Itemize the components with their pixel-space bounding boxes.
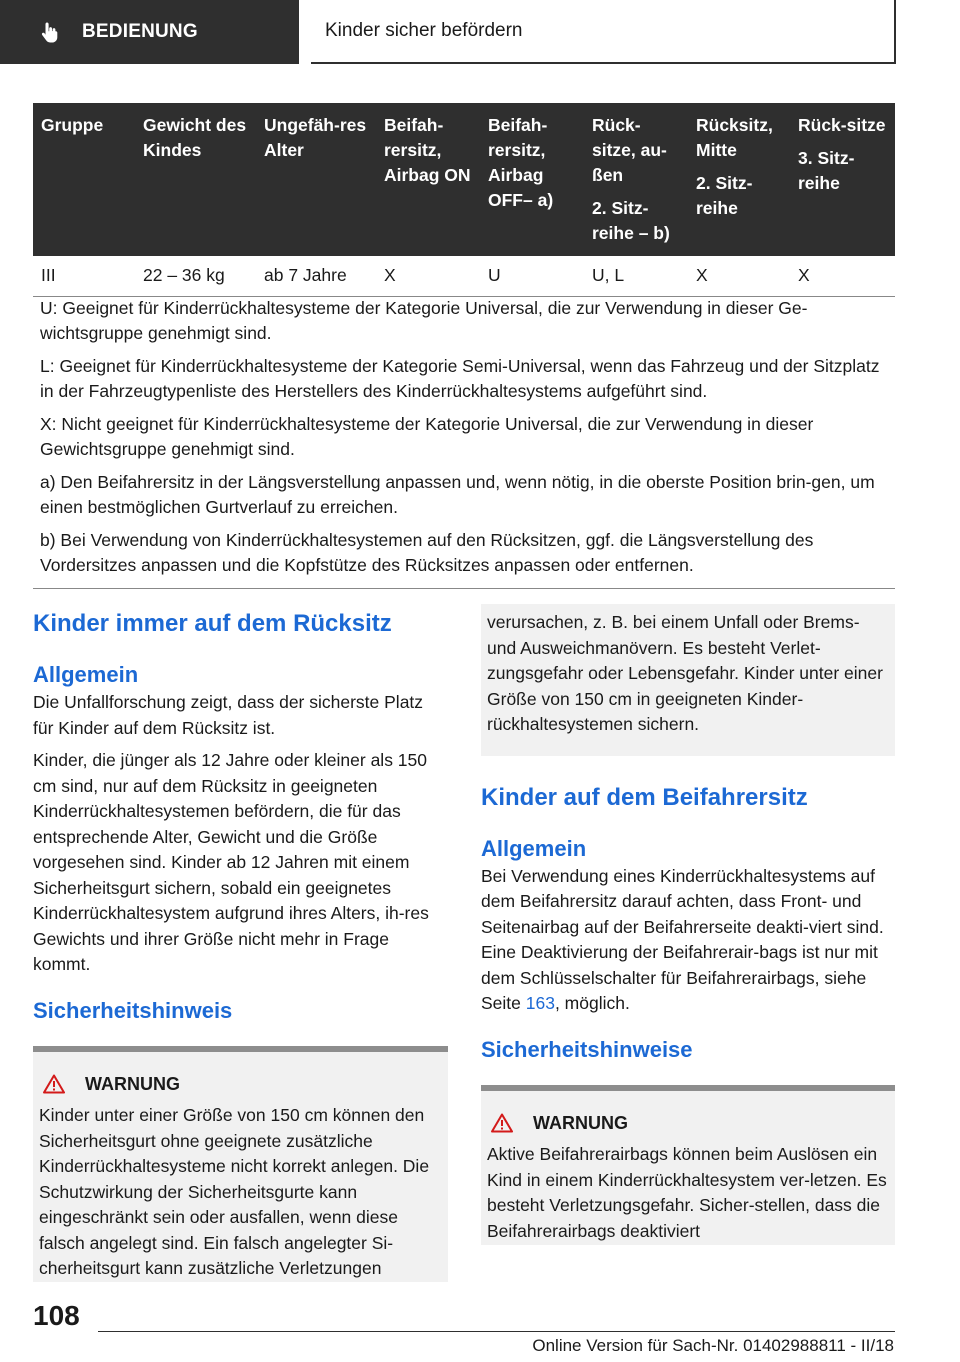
warning-title: WARNUNG [491,1111,889,1137]
warning-triangle-icon [43,1074,65,1094]
footer-divider [98,1331,895,1332]
table-cell: X [688,256,790,296]
table-header-cell: Rück-sitze 3. Sitz-reihe [790,103,895,256]
footer-version: Online Version für Sach-Nr. 01402988811 - II/18 [532,1336,894,1355]
section-heading: Kinder auf dem Beifahrersitz [481,783,808,811]
table-header-cell: Gruppe [33,103,135,256]
table-header-cell: Beifah-rersitz, Airbag OFF– a) [480,103,584,256]
table-cell: U, L [584,256,688,296]
paragraph: verursachen, z. B. bei einem Unfall oder Brems- und Ausweichmanövern. Es besteht Verlet-zungsgefahr oder Lebensgefahr. Kinder unter einer Größe von 150 cm in geeigneten Kinder-rückhaltesystemen sichern. [487,612,883,734]
subheading-general: Allgemein [481,835,587,861]
section-heading: Kinder immer auf dem Rücksitz [33,610,392,637]
table-header-row [33,103,895,256]
table-header-cell: Rück-sitze, au-ßen 2. Sitz-reihe – b) [584,103,688,256]
warning-title: WARNUNG [43,1072,442,1098]
note-u: U: Geeignet für Kinderrückhaltesysteme der Kategorie Universal, die zur Verwendung in dieser Ge-wichtsgruppe genehmigt sind. [40,298,808,343]
paragraph: Die Unfallforschung zeigt, dass der sicherste Platz für Kinder auf dem Rücksitz ist. [33,692,424,738]
table-cell: U [480,256,584,296]
note-a: a) Den Beifahrersitz in der Längsverstellung anpassen und, wenn nötig, in die oberste Position brin-gen, um einen bestmöglichen Gurtverlauf zu erreichen. [40,472,875,517]
section-tab [0,0,299,64]
table-header-cell: Gewicht des Kindes [135,103,256,256]
hand-pointer-icon [38,20,62,44]
warning-continuation [481,604,895,756]
subheading-safety: Sicherheitshinweise [481,1036,693,1062]
table-header-cell: Rücksitz, Mitte 2. Sitz-reihe [688,103,790,256]
page-link[interactable]: 163 [525,993,555,1013]
page-header [0,0,960,66]
paragraph: Bei Verwendung eines Kinderrückhaltesystems auf dem Beifahrersitz darauf achten, dass Front- und Seitenairbag auf der Beifahrerseite deakti-viert sind. Eine Deaktivierung der Beifahrerair-bags ist nur mit dem Schlüsselschalter für Beifahrerairbags, siehe Seite 163, möglich. [481,865,884,1013]
table-cell: X [790,256,895,296]
table-notes [33,290,895,589]
warning-box [481,1085,895,1245]
section-title: BEDIENUNG [82,21,198,42]
warning-box [33,1046,448,1282]
warning-triangle-icon [491,1113,513,1133]
right-column [481,604,895,1245]
page-number: 108 [33,1300,80,1331]
subheading-general: Allgemein [33,662,139,687]
table-header-cell: Beifah-rersitz, Airbag ON [376,103,480,256]
warning-text: Aktive Beifahrerairbags können beim Auslösen ein Kind in einem Kinderrückhaltesystem ver-letzen. Es besteht Verletzungsgefahr. Sicher-stellen, dass die Beifahrerairbags deaktiviert [487,1144,887,1241]
subheading-safety: Sicherheitshinweis [33,997,233,1023]
chapter-title: Kinder sicher befördern [311,0,896,64]
table-header-cell: Ungefäh-res Alter [256,103,376,256]
table-cell: X [376,256,480,296]
table-cell: 22 – 36 kg [135,256,256,296]
warning-text: Kinder unter einer Größe von 150 cm können den Sicherheitsgurt ohne geeignete zusätzliche Kinderrückhaltesysteme nicht korrekt anlegen. Die Schutzwirkung der Sicherheitsgurte kann eingeschränkt sein oder ausfallen, wenn diese falsch angelegt sind. Ein falsch angelegter Si-cherheitsgurt kann zusätzliche Verletzungen [39,1105,430,1278]
note-l: L: Geeignet für Kinderrückhaltesysteme der Kategorie Semi-Universal, wenn das Fahrzeug und der Sitzplatz in der Fahrzeugtypenliste des Herstellers des Kinderrückhaltesystems aufgeführt sind. [40,356,880,401]
table-cell: ab 7 Jahre [256,256,376,296]
child-seat-table [33,103,895,297]
note-b: b) Bei Verwendung von Kinderrückhaltesystemen auf den Rücksitzen, ggf. die Längsverstellung des Vordersitzes anpassen und die Kopfstütze des Rücksitzes anpassen oder entfernen. [40,530,814,575]
note-x: X: Nicht geeignet für Kinderrückhaltesysteme der Kategorie Universal, die zur Verwendung in dieser Gewichtsgruppe genehmigt sind. [40,414,814,459]
paragraph: Kinder, die jünger als 12 Jahre oder kleiner als 150 cm sind, nur auf dem Rücksitz in geeigneten Kinderrückhaltesystemen befördern, die für das entsprechende Alter, Gewicht und die Größe vorgesehen sind. Kinder ab 12 Jahren mit einem Sicherheitsgurt sichern, sobald ein geeignetes Kinderrückhaltesystem aufgrund ihres Alters, ih-res Gewichts und ihrer Größe nicht mehr in Frage kommt. [33,750,429,974]
table-cell: III [33,256,135,296]
left-column [33,604,448,1282]
